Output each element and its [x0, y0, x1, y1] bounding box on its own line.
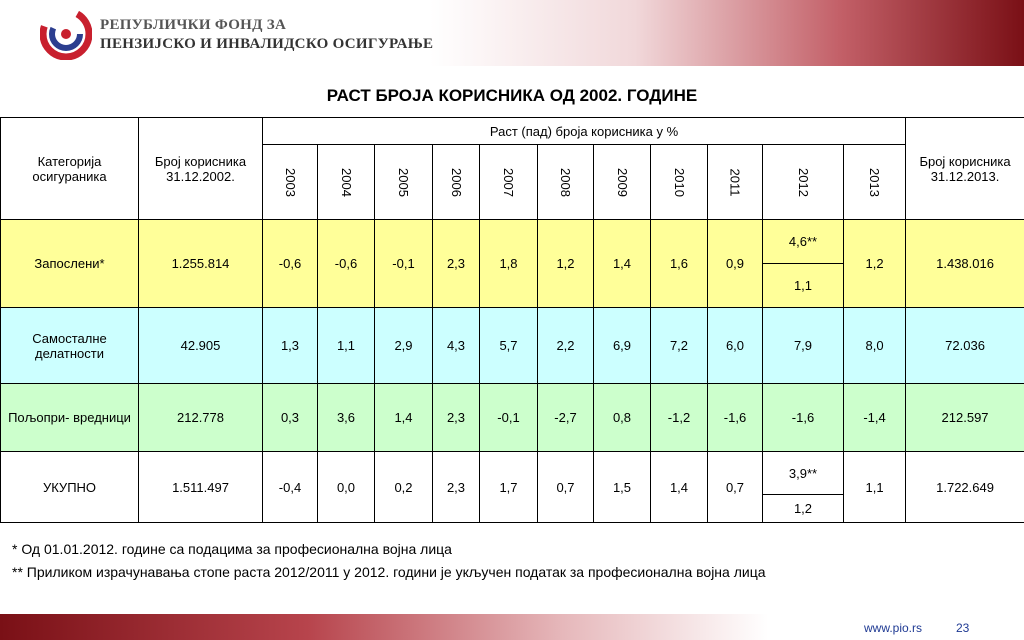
year-header: 2003 — [263, 145, 318, 220]
category-cell: Пољопри- вредници — [1, 384, 139, 452]
footnote-1: * Од 01.01.2012. године са подацима за професионална војна лица — [12, 541, 452, 557]
base-cell: 42.905 — [139, 308, 263, 384]
growth-cell: 1,5 — [594, 452, 651, 523]
final-cell: 72.036 — [906, 308, 1024, 384]
growth-cell: -0,4 — [263, 452, 318, 523]
header-row — [1, 118, 1024, 145]
category-cell: Самосталне делатности — [1, 308, 139, 384]
category-cell: УКУПНО — [1, 452, 139, 523]
growth-2013-cell: 1,1 — [844, 452, 906, 523]
organization-name — [100, 16, 433, 54]
table-row-self-employed — [1, 308, 1024, 384]
growth-2013-cell: 8,0 — [844, 308, 906, 384]
website-link[interactable]: www.pio.rs — [864, 621, 923, 635]
growth-cell: 2,2 — [538, 308, 594, 384]
growth-cell: 4,3 — [433, 308, 480, 384]
growth-cell: 1,7 — [480, 452, 538, 523]
year-header: 2013 — [844, 145, 906, 220]
growth-2012-bottom-cell: 1,1 — [763, 264, 844, 308]
growth-cell: 2,3 — [433, 220, 480, 308]
growth-2012-cell: -1,6 — [763, 384, 844, 452]
base-cell: 1.255.814 — [139, 220, 263, 308]
growth-cell: 0,8 — [594, 384, 651, 452]
growth-cell: -1,2 — [651, 384, 708, 452]
year-header: 2011 — [708, 145, 763, 220]
growth-cell: 0,2 — [375, 452, 433, 523]
growth-cell: 0,7 — [708, 452, 763, 523]
base-cell: 1.511.497 — [139, 452, 263, 523]
growth-cell: 1,2 — [538, 220, 594, 308]
growth-cell: -0,6 — [263, 220, 318, 308]
growth-cell: 0,0 — [318, 452, 375, 523]
growth-cell: 2,9 — [375, 308, 433, 384]
year-header: 2012 — [763, 145, 844, 220]
growth-cell: 1,1 — [318, 308, 375, 384]
growth-cell: 1,4 — [651, 452, 708, 523]
table-row-employed — [1, 220, 1024, 264]
table-row-total — [1, 452, 1024, 495]
growth-2012-top-cell: 4,6** — [763, 220, 844, 264]
header-growth: Раст (пад) броја корисника у % — [263, 118, 906, 145]
page-number: 23 — [956, 621, 970, 635]
growth-2012-cell: 7,9 — [763, 308, 844, 384]
year-header: 2009 — [594, 145, 651, 220]
final-cell: 1.722.649 — [906, 452, 1024, 523]
header-base-2002: Број корисника 31.12.2002. — [139, 118, 263, 220]
year-header: 2010 — [651, 145, 708, 220]
growth-cell: -1,6 — [708, 384, 763, 452]
growth-2013-cell: 1,2 — [844, 220, 906, 308]
growth-cell: 5,7 — [480, 308, 538, 384]
growth-cell: 1,3 — [263, 308, 318, 384]
growth-cell: 1,8 — [480, 220, 538, 308]
growth-cell: -0,1 — [480, 384, 538, 452]
year-header: 2004 — [318, 145, 375, 220]
growth-cell: 1,6 — [651, 220, 708, 308]
growth-2013-cell: -1,4 — [844, 384, 906, 452]
growth-cell: 1,4 — [375, 384, 433, 452]
growth-cell: -0,1 — [375, 220, 433, 308]
category-cell: Запослени* — [1, 220, 139, 308]
growth-cell: 0,7 — [538, 452, 594, 523]
growth-cell: -0,6 — [318, 220, 375, 308]
footnotes — [12, 538, 766, 584]
year-header: 2007 — [480, 145, 538, 220]
growth-cell: 0,3 — [263, 384, 318, 452]
growth-cell: 7,2 — [651, 308, 708, 384]
users-growth-table — [0, 117, 1024, 523]
growth-2012-bottom-cell: 1,2 — [763, 495, 844, 523]
growth-cell: 6,9 — [594, 308, 651, 384]
growth-2012-top-cell: 3,9** — [763, 452, 844, 495]
growth-cell: 3,6 — [318, 384, 375, 452]
header-final-2013: Број корисника 31.12.2013. — [906, 118, 1024, 220]
header-category: Категорија осигураника — [1, 118, 139, 220]
org-line-2: ПЕНЗИЈСКО И ИНВАЛИДСКО ОСИГУРАЊЕ — [100, 36, 434, 52]
growth-cell: 0,9 — [708, 220, 763, 308]
year-header: 2008 — [538, 145, 594, 220]
footnote-2: ** Приликом израчунавања стопе раста 2012/2011 у 2012. години је укључен податак за професионална војна лица — [12, 564, 766, 580]
year-header: 2005 — [375, 145, 433, 220]
table-row-farmers — [1, 384, 1024, 452]
growth-cell: 2,3 — [433, 452, 480, 523]
final-cell: 212.597 — [906, 384, 1024, 452]
growth-cell: -2,7 — [538, 384, 594, 452]
base-cell: 212.778 — [139, 384, 263, 452]
org-line-1: РЕПУБЛИЧКИ ФОНД ЗА — [100, 17, 287, 33]
growth-cell: 1,4 — [594, 220, 651, 308]
final-cell: 1.438.016 — [906, 220, 1024, 308]
year-header: 2006 — [433, 145, 480, 220]
pio-logo-icon — [40, 8, 92, 60]
page-title: РАСТ БРОЈА КОРИСНИКА ОД 2002. ГОДИНЕ — [326, 86, 698, 105]
growth-cell: 2,3 — [433, 384, 480, 452]
growth-cell: 6,0 — [708, 308, 763, 384]
